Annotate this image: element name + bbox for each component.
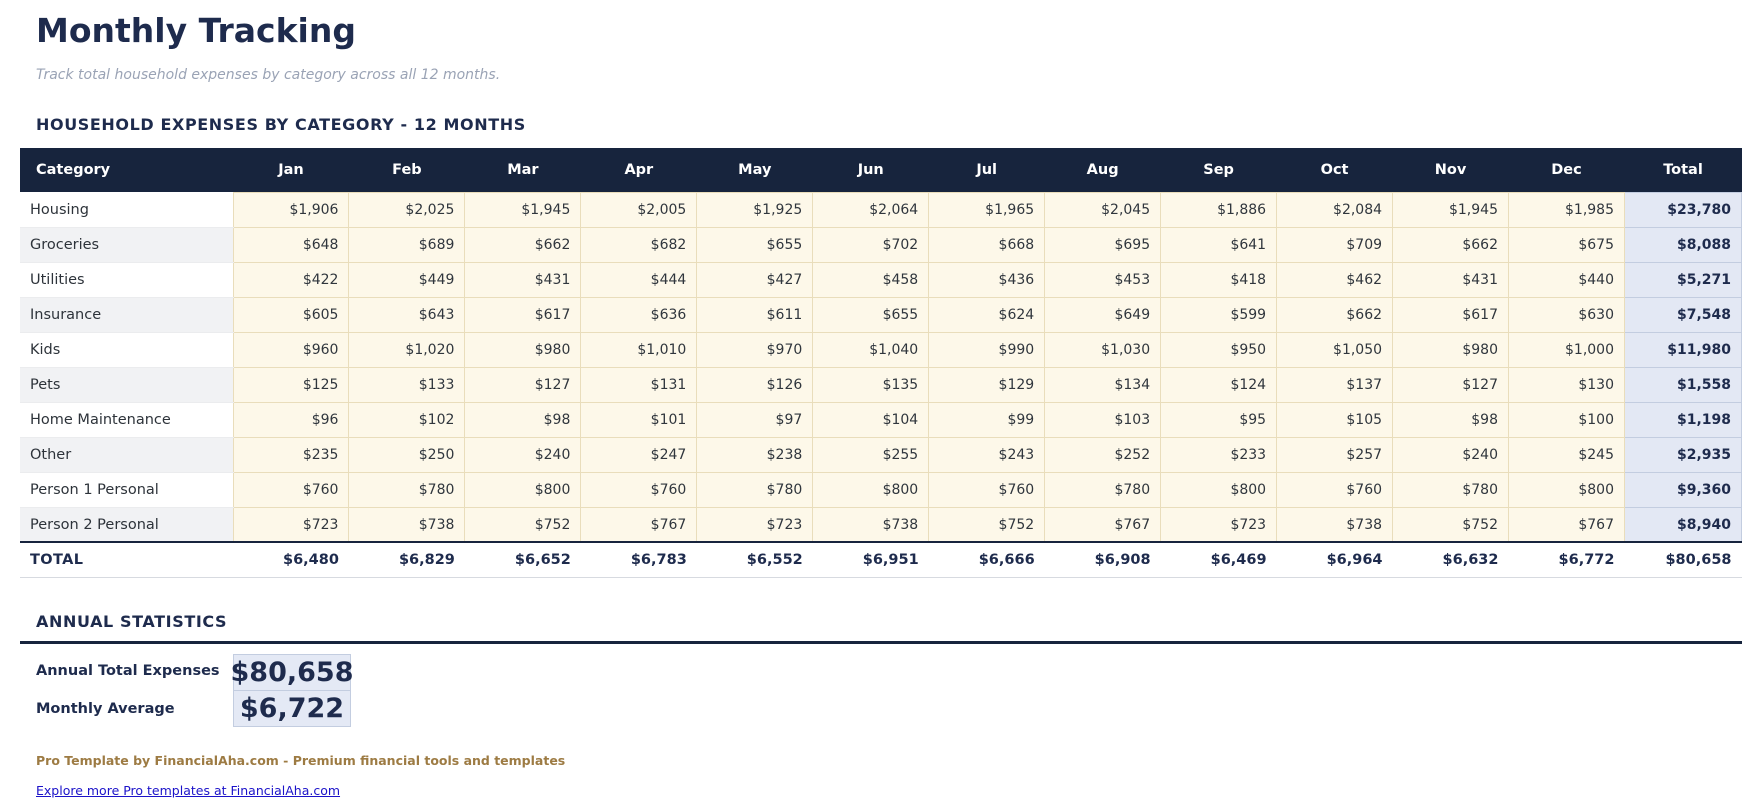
value-cell: $723 <box>233 507 349 542</box>
value-cell: $250 <box>349 437 465 472</box>
monthly-average-label: Monthly Average <box>36 700 175 717</box>
value-cell: $126 <box>697 367 813 402</box>
value-cell: $101 <box>581 402 697 437</box>
row-total-cell: $2,935 <box>1625 437 1742 472</box>
value-cell: $752 <box>465 507 581 542</box>
value-cell: $130 <box>1508 367 1624 402</box>
table-header-row <box>20 148 1742 192</box>
value-cell: $624 <box>929 297 1045 332</box>
value-cell: $247 <box>581 437 697 472</box>
value-cell: $233 <box>1161 437 1277 472</box>
footer-credit-text: Pro Template by FinancialAha.com - Premium financial tools and templates <box>36 752 566 768</box>
value-cell: $98 <box>465 402 581 437</box>
value-cell: $648 <box>233 227 349 262</box>
value-cell: $95 <box>1161 402 1277 437</box>
value-cell: $2,084 <box>1277 192 1393 227</box>
column-header-sep: Sep <box>1161 148 1277 192</box>
category-cell: Kids <box>20 332 233 367</box>
annual-total-label: Annual Total Expenses <box>36 663 220 680</box>
value-cell: $1,000 <box>1508 332 1624 367</box>
expenses-section-title: HOUSEHOLD EXPENSES BY CATEGORY - 12 MONTHS <box>36 115 526 135</box>
value-cell: $1,906 <box>233 192 349 227</box>
value-cell: $436 <box>929 262 1045 297</box>
table-row <box>20 472 1742 507</box>
value-cell: $449 <box>349 262 465 297</box>
value-cell: $427 <box>697 262 813 297</box>
value-cell: $599 <box>1161 297 1277 332</box>
value-cell: $800 <box>465 472 581 507</box>
annual-total-value: $80,658 <box>233 654 351 691</box>
column-header-aug: Aug <box>1045 148 1161 192</box>
value-cell: $102 <box>349 402 465 437</box>
table-row <box>20 402 1742 437</box>
value-cell: $649 <box>1045 297 1161 332</box>
footer-explore-link[interactable]: Explore more Pro templates at FinancialAha.com <box>36 782 341 798</box>
value-cell: $2,064 <box>813 192 929 227</box>
value-cell: $127 <box>1393 367 1509 402</box>
monthly-total-cell: $6,652 <box>465 542 581 577</box>
value-cell: $800 <box>1161 472 1277 507</box>
value-cell: $431 <box>1393 262 1509 297</box>
value-cell: $453 <box>1045 262 1161 297</box>
page-subtitle: Track total household expenses by category across all 12 months. <box>36 67 501 84</box>
column-header-jun: Jun <box>813 148 929 192</box>
column-header-feb: Feb <box>349 148 465 192</box>
value-cell: $2,045 <box>1045 192 1161 227</box>
value-cell: $760 <box>1277 472 1393 507</box>
category-cell: Home Maintenance <box>20 402 233 437</box>
value-cell: $702 <box>813 227 929 262</box>
value-cell: $760 <box>929 472 1045 507</box>
value-cell: $103 <box>1045 402 1161 437</box>
value-cell: $738 <box>813 507 929 542</box>
grand-total-cell: $80,658 <box>1625 542 1742 577</box>
table-row <box>20 192 1742 227</box>
table-row <box>20 262 1742 297</box>
value-cell: $440 <box>1508 262 1624 297</box>
value-cell: $611 <box>697 297 813 332</box>
value-cell: $655 <box>697 227 813 262</box>
monthly-total-cell: $6,964 <box>1277 542 1393 577</box>
value-cell: $980 <box>1393 332 1509 367</box>
value-cell: $960 <box>233 332 349 367</box>
value-cell: $418 <box>1161 262 1277 297</box>
value-cell: $1,050 <box>1277 332 1393 367</box>
value-cell: $104 <box>813 402 929 437</box>
category-cell: Pets <box>20 367 233 402</box>
value-cell: $662 <box>465 227 581 262</box>
value-cell: $738 <box>1277 507 1393 542</box>
row-total-cell: $8,940 <box>1625 507 1742 542</box>
column-header-may: May <box>697 148 813 192</box>
table-row <box>20 332 1742 367</box>
row-total-cell: $1,198 <box>1625 402 1742 437</box>
row-total-cell: $8,088 <box>1625 227 1742 262</box>
value-cell: $709 <box>1277 227 1393 262</box>
stat-row-annual-total <box>20 652 1742 691</box>
value-cell: $1,945 <box>1393 192 1509 227</box>
category-cell: Insurance <box>20 297 233 332</box>
column-header-jan: Jan <box>233 148 349 192</box>
column-header-oct: Oct <box>1277 148 1393 192</box>
value-cell: $780 <box>1393 472 1509 507</box>
value-cell: $682 <box>581 227 697 262</box>
category-cell: Other <box>20 437 233 472</box>
value-cell: $422 <box>233 262 349 297</box>
value-cell: $134 <box>1045 367 1161 402</box>
column-header-apr: Apr <box>581 148 697 192</box>
value-cell: $2,025 <box>349 192 465 227</box>
value-cell: $1,985 <box>1508 192 1624 227</box>
value-cell: $605 <box>233 297 349 332</box>
value-cell: $760 <box>581 472 697 507</box>
value-cell: $636 <box>581 297 697 332</box>
value-cell: $257 <box>1277 437 1393 472</box>
value-cell: $255 <box>813 437 929 472</box>
value-cell: $240 <box>465 437 581 472</box>
monthly-total-cell: $6,469 <box>1161 542 1277 577</box>
value-cell: $105 <box>1277 402 1393 437</box>
value-cell: $752 <box>929 507 1045 542</box>
value-cell: $617 <box>465 297 581 332</box>
monthly-total-cell: $6,552 <box>697 542 813 577</box>
value-cell: $1,040 <box>813 332 929 367</box>
value-cell: $100 <box>1508 402 1624 437</box>
monthly-total-cell: $6,772 <box>1508 542 1624 577</box>
value-cell: $124 <box>1161 367 1277 402</box>
column-header-total: Total <box>1625 148 1742 192</box>
monthly-average-value: $6,722 <box>233 690 351 727</box>
value-cell: $135 <box>813 367 929 402</box>
row-total-cell: $1,558 <box>1625 367 1742 402</box>
row-total-cell: $9,360 <box>1625 472 1742 507</box>
value-cell: $767 <box>1508 507 1624 542</box>
value-cell: $662 <box>1277 297 1393 332</box>
value-cell: $662 <box>1393 227 1509 262</box>
value-cell: $767 <box>1045 507 1161 542</box>
value-cell: $760 <box>233 472 349 507</box>
total-row-label: TOTAL <box>20 542 233 577</box>
value-cell: $252 <box>1045 437 1161 472</box>
footer <box>36 753 1742 799</box>
value-cell: $444 <box>581 262 697 297</box>
value-cell: $133 <box>349 367 465 402</box>
value-cell: $990 <box>929 332 1045 367</box>
table-row <box>20 297 1742 332</box>
value-cell: $655 <box>813 297 929 332</box>
value-cell: $97 <box>697 402 813 437</box>
value-cell: $1,925 <box>697 192 813 227</box>
value-cell: $458 <box>813 262 929 297</box>
row-total-cell: $23,780 <box>1625 192 1742 227</box>
value-cell: $641 <box>1161 227 1277 262</box>
table-row <box>20 227 1742 262</box>
value-cell: $125 <box>233 367 349 402</box>
category-cell: Utilities <box>20 262 233 297</box>
value-cell: $780 <box>1045 472 1161 507</box>
value-cell: $129 <box>929 367 1045 402</box>
value-cell: $99 <box>929 402 1045 437</box>
table-row <box>20 437 1742 472</box>
monthly-total-cell: $6,908 <box>1045 542 1161 577</box>
column-header-mar: Mar <box>465 148 581 192</box>
monthly-total-cell: $6,666 <box>929 542 1045 577</box>
row-total-cell: $11,980 <box>1625 332 1742 367</box>
value-cell: $800 <box>813 472 929 507</box>
value-cell: $780 <box>697 472 813 507</box>
monthly-total-cell: $6,783 <box>581 542 697 577</box>
value-cell: $1,030 <box>1045 332 1161 367</box>
value-cell: $723 <box>697 507 813 542</box>
value-cell: $131 <box>581 367 697 402</box>
value-cell: $240 <box>1393 437 1509 472</box>
value-cell: $630 <box>1508 297 1624 332</box>
row-total-cell: $5,271 <box>1625 262 1742 297</box>
statistics-divider <box>20 641 1742 644</box>
page-title: Monthly Tracking <box>36 11 356 50</box>
value-cell: $767 <box>581 507 697 542</box>
monthly-total-cell: $6,829 <box>349 542 465 577</box>
value-cell: $238 <box>697 437 813 472</box>
value-cell: $675 <box>1508 227 1624 262</box>
value-cell: $617 <box>1393 297 1509 332</box>
column-header-category: Category <box>20 148 233 192</box>
monthly-total-cell: $6,632 <box>1393 542 1509 577</box>
value-cell: $243 <box>929 437 1045 472</box>
value-cell: $1,010 <box>581 332 697 367</box>
column-header-nov: Nov <box>1393 148 1509 192</box>
column-header-dec: Dec <box>1508 148 1624 192</box>
value-cell: $1,020 <box>349 332 465 367</box>
value-cell: $980 <box>465 332 581 367</box>
table-row <box>20 507 1742 542</box>
category-cell: Person 2 Personal <box>20 507 233 542</box>
value-cell: $970 <box>697 332 813 367</box>
value-cell: $98 <box>1393 402 1509 437</box>
category-cell: Groceries <box>20 227 233 262</box>
value-cell: $137 <box>1277 367 1393 402</box>
value-cell: $127 <box>465 367 581 402</box>
table-row <box>20 367 1742 402</box>
value-cell: $1,965 <box>929 192 1045 227</box>
value-cell: $1,886 <box>1161 192 1277 227</box>
value-cell: $695 <box>1045 227 1161 262</box>
row-total-cell: $7,548 <box>1625 297 1742 332</box>
stat-row-monthly-average <box>20 691 1742 727</box>
value-cell: $96 <box>233 402 349 437</box>
annual-statistics-title: ANNUAL STATISTICS <box>36 611 228 631</box>
category-cell: Housing <box>20 192 233 227</box>
value-cell: $643 <box>349 297 465 332</box>
value-cell: $462 <box>1277 262 1393 297</box>
value-cell: $235 <box>233 437 349 472</box>
category-cell: Person 1 Personal <box>20 472 233 507</box>
value-cell: $431 <box>465 262 581 297</box>
value-cell: $738 <box>349 507 465 542</box>
value-cell: $723 <box>1161 507 1277 542</box>
value-cell: $950 <box>1161 332 1277 367</box>
column-header-jul: Jul <box>929 148 1045 192</box>
value-cell: $800 <box>1508 472 1624 507</box>
monthly-total-cell: $6,951 <box>813 542 929 577</box>
value-cell: $780 <box>349 472 465 507</box>
value-cell: $245 <box>1508 437 1624 472</box>
value-cell: $689 <box>349 227 465 262</box>
value-cell: $1,945 <box>465 192 581 227</box>
value-cell: $752 <box>1393 507 1509 542</box>
value-cell: $668 <box>929 227 1045 262</box>
value-cell: $2,005 <box>581 192 697 227</box>
table-total-row <box>20 542 1742 577</box>
monthly-total-cell: $6,480 <box>233 542 349 577</box>
expenses-table <box>20 148 1742 578</box>
